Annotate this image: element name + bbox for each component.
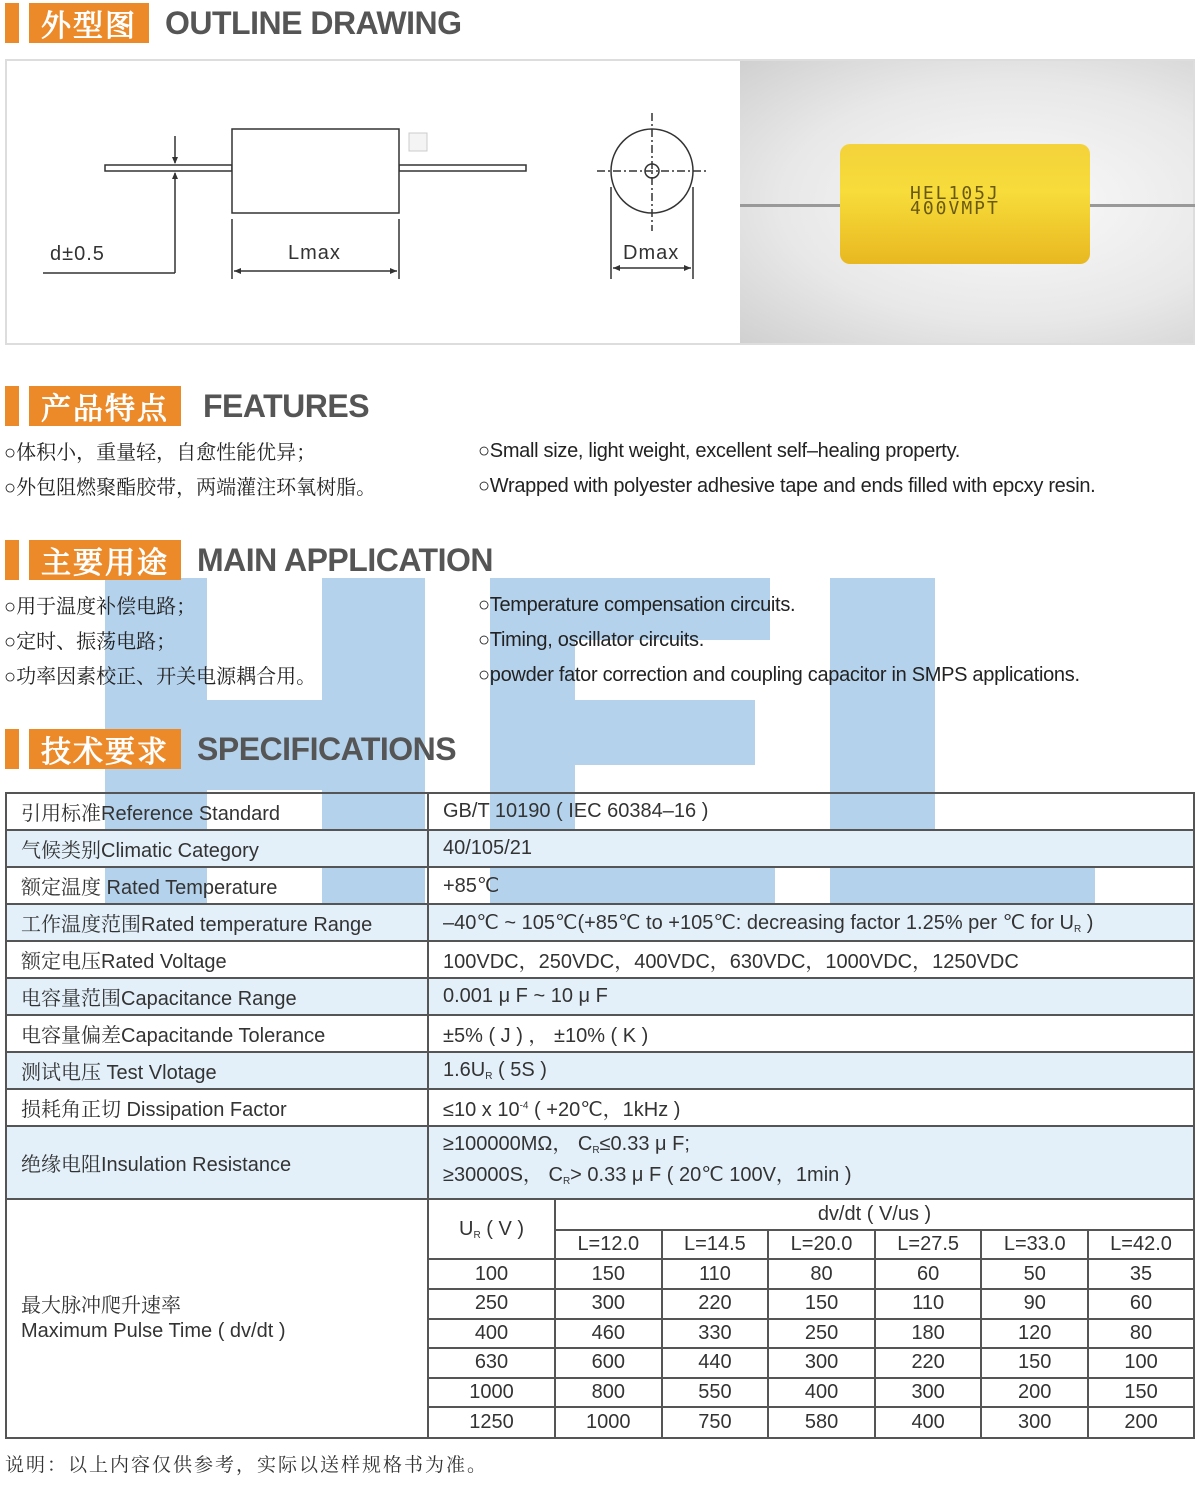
table-cell: 800	[555, 1378, 662, 1408]
table-cell: 200	[981, 1378, 1088, 1408]
section-header-features: 产品特点 FEATURES	[5, 386, 369, 426]
table-row	[429, 1259, 1193, 1289]
diameter-label: Dmax	[623, 242, 680, 264]
disclaimer-note: 说明：以上内容仅供参考，实际以送样规格书为准。	[5, 1455, 489, 1476]
table-cell: 35	[1088, 1259, 1193, 1289]
length-label: Lmax	[288, 242, 341, 264]
table-cell: 100	[1088, 1348, 1193, 1378]
table-cell: 220	[875, 1348, 982, 1378]
table-row: 测试电压 Test Vlotage $1.6U_R$ ( 5S )	[6, 1052, 1194, 1089]
section-header-application: 主要用途 MAIN APPLICATION	[5, 540, 493, 580]
table-row: 气候类别Climatic Category 40/105/21	[6, 830, 1194, 867]
table-cell: 120	[981, 1319, 1088, 1349]
table-cell: 330	[662, 1319, 769, 1349]
table-cell: 1000	[429, 1378, 555, 1408]
table-cell: 550	[662, 1378, 769, 1408]
table-cell: 400	[768, 1378, 875, 1408]
specifications-table	[5, 792, 1195, 1439]
column-header: L=33.0	[981, 1230, 1088, 1260]
table-cell: 180	[875, 1319, 982, 1349]
column-header: L=27.5	[875, 1230, 982, 1260]
table-row: 电容量偏差Capacitande Tolerance ±5% ( J ) ， ±10% ( K )	[6, 1015, 1194, 1052]
table-cell: 300	[768, 1348, 875, 1378]
table-row: 引用标准Reference Standard GB/T 10190 ( IEC 60384–16 )	[6, 793, 1194, 830]
lead-wire	[1080, 204, 1195, 207]
table-row	[429, 1319, 1193, 1349]
table-row: 工作温度范围Rated temperature Range –40℃ ~ 105℃(+85℃ to +105℃: decreasing factor 1.25% per ℃ for $U_R$ )	[6, 904, 1194, 941]
table-cell: 60	[875, 1259, 982, 1289]
table-cell: 400	[875, 1407, 982, 1437]
table-cell: 150	[981, 1348, 1088, 1378]
table-cell: 50	[981, 1259, 1088, 1289]
outline-drawing	[5, 59, 740, 345]
product-photo	[740, 59, 1195, 345]
dvdt-row: 最大脉冲爬升速率 Maximum Pulse Time ( dv/dt ) $U_R$ ( V ) dv/dt ( V/us ) L=12.0 L=14.5 L=20.0 L=27.5 L=33.0 L=42.0 100 150 110 80 60 50 35 250 300 220 150 110 90 60 400 460 330 250 180 120 80 630 600 440 300 220 150 100 1000 800 550 400 300 200 150 1250 1000 750 580 400 300 200	[6, 1199, 1194, 1438]
table-cell: 250	[768, 1319, 875, 1349]
table-cell: 460	[555, 1319, 662, 1349]
table-cell: 80	[1088, 1319, 1193, 1349]
capacitor-body	[840, 144, 1090, 264]
capacitor-marking: HEL105J 400VMPT	[910, 183, 1000, 219]
table-cell: 150	[768, 1289, 875, 1319]
section-header-specs: 技术要求 SPECIFICATIONS	[5, 729, 456, 769]
table-row	[429, 1378, 1193, 1408]
table-cell: 600	[555, 1348, 662, 1378]
application-cn: ○用于温度补偿电路； ○定时、振荡电路； ○功率因素校正、开关电源耦合用。	[4, 596, 317, 688]
table-row: 损耗角正切 Dissipation Factor ≤10 x $10^{-4}$ ( +20℃，1kHz )	[6, 1089, 1194, 1126]
column-header: L=42.0	[1088, 1230, 1193, 1260]
table-cell: 300	[875, 1378, 982, 1408]
column-header: L=14.5	[662, 1230, 769, 1260]
table-cell: 150	[1088, 1378, 1193, 1408]
table-row	[429, 1289, 1193, 1319]
table-cell: 150	[555, 1259, 662, 1289]
table-cell: 200	[1088, 1407, 1193, 1437]
table-cell: 630	[429, 1348, 555, 1378]
features-cn: ○体积小，重量轻，自愈性能优异； ○外包阻燃聚酯胶带，两端灌注环氧树脂。	[4, 442, 377, 499]
column-header: L=12.0	[555, 1230, 662, 1260]
table-cell: 80	[768, 1259, 875, 1289]
section-header-outline	[5, 3, 461, 43]
column-header: L=20.0	[768, 1230, 875, 1260]
section-tag: 外型图	[29, 3, 149, 43]
table-cell: 300	[981, 1407, 1088, 1437]
capacitor-dimension-diagram	[7, 61, 742, 347]
features-en: ○Small size, light weight, excellent self–healing property. ○Wrapped with polyester adhesive tape and ends filled with epcxy resin.	[478, 440, 1096, 497]
table-cell: 110	[875, 1289, 982, 1319]
table-cell: 400	[429, 1319, 555, 1349]
accent-bar	[5, 3, 19, 43]
table-cell: 1250	[429, 1407, 555, 1437]
dvdt-table: $U_R$ ( V ) dv/dt ( V/us ) L=12.0 L=14.5 L=20.0 L=27.5 L=33.0 L=42.0 100 150 110 80 60 50 35 250 300 220 150 110 90 60 400 460 330 250 180 120 80 630 600 440 300 220 150 100 1000 800 550 400 300 200 150 1250 1000 750 580 400 300 200	[429, 1200, 1193, 1437]
table-cell: 90	[981, 1289, 1088, 1319]
table-cell: 580	[768, 1407, 875, 1437]
table-cell: 440	[662, 1348, 769, 1378]
table-row	[429, 1407, 1193, 1437]
lead-wire	[740, 204, 850, 207]
section-title: OUTLINE DRAWING	[165, 4, 462, 41]
table-cell: 1000	[555, 1407, 662, 1437]
table-cell: 300	[555, 1289, 662, 1319]
table-row	[429, 1348, 1193, 1378]
lead-diameter-label: d±0.5	[50, 243, 105, 265]
table-row: 额定电压Rated Voltage 100VDC，250VDC，400VDC，630VDC，1000VDC，1250VDC	[6, 941, 1194, 978]
table-cell: 60	[1088, 1289, 1193, 1319]
table-row: 额定温度 Rated Temperature +85℃	[6, 867, 1194, 904]
table-cell: 110	[662, 1259, 769, 1289]
table-cell: 250	[429, 1289, 555, 1319]
table-row: 绝缘电阻Insulation Resistance ≥100000MΩ， $C_R\le 0.33$ μ F; ≥30000S， $C_R> 0.33$ μ F ( 20℃ 100V，1min )	[6, 1126, 1194, 1199]
table-row: 电容量范围Capacitance Range 0.001 μ F ~ 10 μ F	[6, 978, 1194, 1015]
application-en: ○Temperature compensation circuits. ○Timing, oscillator circuits. ○powder fator correction and coupling capacitor in SMPS applications.	[478, 594, 1080, 686]
table-cell: 100	[429, 1259, 555, 1289]
table-cell: 220	[662, 1289, 769, 1319]
table-icon	[409, 133, 427, 151]
table-cell: 750	[662, 1407, 769, 1437]
